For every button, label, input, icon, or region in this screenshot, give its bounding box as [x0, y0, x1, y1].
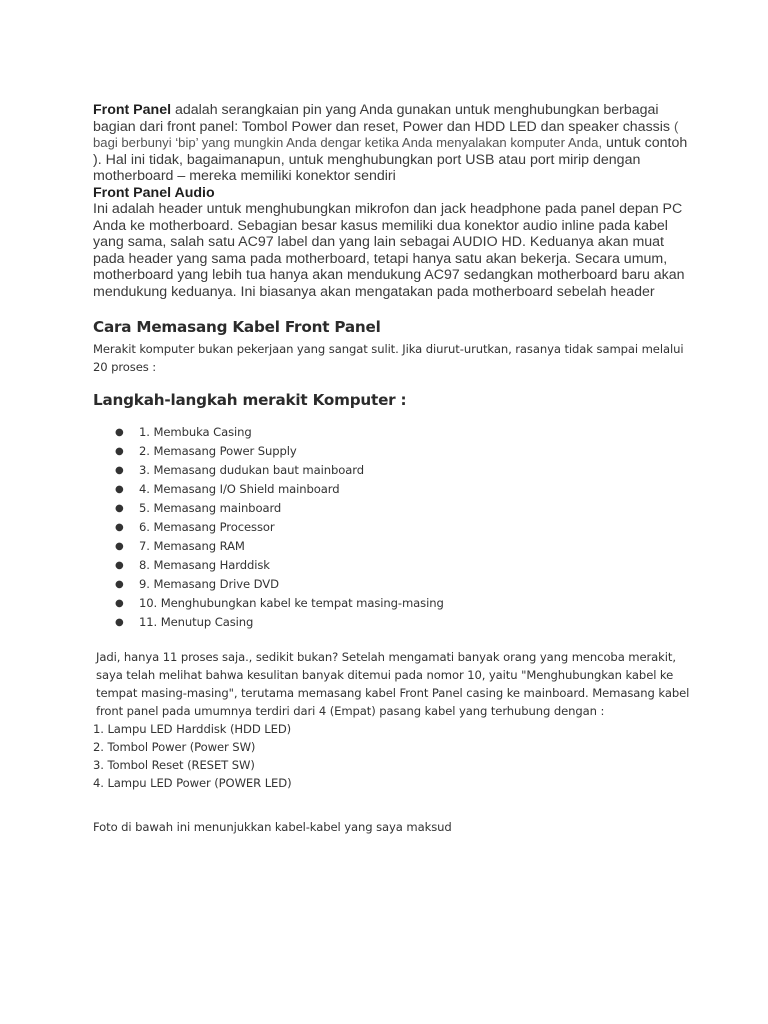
list-item: [93, 537, 693, 556]
bullet-icon: ●: [115, 522, 124, 533]
front-panel-tail-text: untuk contoh ). Hal ini tidak, bagaimanapun, untuk menghubungkan port USB atau port mirip dengan motherboard – mereka memiliki konektor sendiri: [93, 135, 688, 184]
list-item: [93, 556, 693, 575]
list-item: 2. Tombol Power (Power SW): [93, 740, 256, 754]
langkah-heading: Langkah-langkah merakit Komputer :: [93, 391, 407, 409]
foto-caption: Foto di bawah ini menunjukkan kabel-kabel yang saya maksud: [93, 820, 452, 834]
step-label: 3. Memasang dudukan baut mainboard: [139, 463, 364, 477]
cara-heading: Cara Memasang Kabel Front Panel: [93, 318, 381, 336]
list-item: 3. Tombol Reset (RESET SW): [93, 758, 255, 772]
list-item: 1. Lampu LED Harddisk (HDD LED): [93, 722, 292, 736]
bullet-icon: ●: [115, 446, 124, 457]
list-item: [93, 518, 693, 537]
front-panel-audio-heading: Front Panel Audio: [93, 184, 215, 201]
bullet-icon: ●: [115, 503, 124, 514]
step-label: 1. Membuka Casing: [139, 425, 252, 439]
list-item: 4. Lampu LED Power (POWER LED): [93, 776, 292, 790]
bullet-icon: ●: [115, 617, 124, 628]
list-item: [93, 442, 693, 461]
front-panel-paragraph: [93, 102, 693, 185]
step-label: 4. Memasang I/O Shield mainboard: [139, 482, 340, 496]
bullet-icon: ●: [115, 427, 124, 438]
bullet-icon: ●: [115, 560, 124, 571]
steps-list: [93, 423, 693, 632]
step-label: 11. Menutup Casing: [139, 615, 254, 629]
step-label: 2. Memasang Power Supply: [139, 444, 297, 458]
list-item: [93, 480, 693, 499]
closing-paragraph: Jadi, hanya 11 proses saja., sedikit bukan? Setelah mengamati banyak orang yang mencoba merakit, saya telah melihat bahwa kesulitan banyak ditemui pada nomor 10, yaitu "Menghubungkan kabel ke tempat masing-masing", terutama memasang kabel Front Panel casing ke mainboard. Memasang kabel front panel pada umumnya terdiri dari 4 (Empat) pasang kabel yang terhubung dengan :: [96, 650, 690, 718]
front-panel-text: adalah serangkaian pin yang Anda gunakan untuk menghubungkan berbagai bagian dari front panel: Tombol Power dan reset, Power dan HDD LED dan speaker chassis: [93, 102, 674, 135]
cara-intro: Merakit komputer bukan pekerjaan yang sangat sulit. Jika diurut-urutkan, rasanya tidak sampai melalui 20 proses :: [93, 342, 684, 374]
front-panel-audio-paragraph: Ini adalah header untuk menghubungkan mikrofon dan jack headphone pada panel depan PC Anda ke motherboard. Sebagian besar kasus memiliki dua konektor audio inline pada kabel yang sama, salah satu AC97 label dan yang lain sebagai AUDIO HD. Keduanya akan muat pada header yang sama pada motherboard, tetapi hanya satu akan bekerja. Secara umum, motherboard yang lebih tua hanya akan mendukung AC97 sedangkan motherboard baru akan mendukung keduanya. Ini biasanya akan mengatakan pada motherboard sebelah header: [93, 201, 685, 300]
list-item: [93, 613, 693, 632]
list-item: [93, 423, 693, 442]
step-label: 8. Memasang Harddisk: [139, 558, 270, 572]
step-label: 9. Memasang Drive DVD: [139, 577, 279, 591]
step-label: 7. Memasang RAM: [139, 539, 245, 553]
bullet-icon: ●: [115, 484, 124, 495]
list-item: [93, 594, 693, 613]
bullet-icon: ●: [115, 579, 124, 590]
bullet-icon: ●: [115, 598, 124, 609]
document-page: [93, 102, 693, 836]
closing-section: [93, 648, 693, 792]
step-label: 10. Menghubungkan kabel ke tempat masing-masing: [139, 596, 444, 610]
bullet-icon: ●: [115, 541, 124, 552]
list-item: [93, 499, 693, 518]
list-item: [93, 575, 693, 594]
bullet-icon: ●: [115, 465, 124, 476]
front-panel-term: Front Panel: [93, 102, 172, 118]
step-label: 5. Memasang mainboard: [139, 501, 282, 515]
step-label: 6. Memasang Processor: [139, 520, 275, 534]
list-item: [93, 461, 693, 480]
front-panel-small-text: ( bagi berbunyi ‘bip’ yang mungkin Anda dengar ketika Anda menyalakan komputer Anda,: [93, 118, 679, 150]
